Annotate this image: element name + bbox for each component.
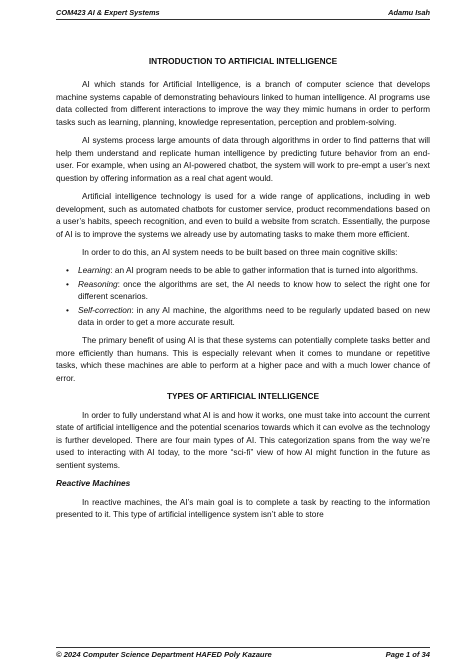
paragraph-reactive-machines: In reactive machines, the AI’s main goal is to complete a task by reacting to the information presented to it. This type of artificial intelligence system isn’t able to store bbox=[56, 496, 430, 520]
header-course: COM423 AI & Expert Systems bbox=[56, 8, 160, 17]
bullet-icon: • bbox=[66, 265, 69, 276]
skill-text: : in any AI machine, the algorithms need to be regularly updated based on new data in order to get a more accurate result. bbox=[78, 304, 430, 328]
list-item-self-correction bbox=[66, 304, 430, 329]
paragraph-cognitive-skills-intro: In order to do this, an AI system needs to be built based on three main cognitive skills: bbox=[82, 246, 398, 257]
skill-term: Reasoning bbox=[78, 278, 118, 289]
paragraph-definition: AI which stands for Artificial Intelligence, is a branch of computer science that develops machine systems capable of demonstrating behaviours linked to human intelligence. AI programs use data collected from different interactions to improve the way they mimic humans in order to perform tasks such as learning, planning, knowledge representation, perception and problem-solving. bbox=[56, 79, 430, 127]
skill-text: : an AI program needs to be able to gather information that is turned into algorithms. bbox=[110, 265, 418, 276]
paragraph-data-processing: AI systems process large amounts of data through algorithms in order to find patterns that will help them understand and replicate human intelligence by predicting future behavior from an end-user. For example, when using an AI-powered chatbot, the system will work to pre-empt a user’s next question by offering information as a real chat agent would. bbox=[56, 134, 430, 183]
skill-term: Learning bbox=[78, 265, 111, 276]
document-body bbox=[56, 78, 430, 527]
list-item-learning bbox=[66, 264, 430, 277]
paragraph-types-intro: In order to fully understand what AI is and how it works, one must take into account the current state of artificial intelligence and the potential scenarios towards which it can evolve as the technology is further developed. There are four main types of AI. This categorization spans from the way we’re used to interacting with AI today, to the more “sci-fi” view of how AI might function in the future as sentient systems. bbox=[56, 409, 430, 470]
list-item-reasoning bbox=[66, 278, 430, 303]
skill-term: Self-correction bbox=[78, 304, 132, 315]
paragraph-applications: Artificial intelligence technology is used for a wide range of applications, including in web development, such as automated chatbots for customer service, product recommendations based on a user’s habits, speech recognition, and even to build a website from scratch. Essentially, the purpose of AI is to improve the systems we already use by automating tasks to make them more efficient. bbox=[56, 190, 430, 239]
document-title: INTRODUCTION TO ARTIFICIAL INTELLIGENCE bbox=[148, 56, 338, 66]
cognitive-skills-list bbox=[56, 264, 430, 329]
page-footer bbox=[56, 647, 430, 659]
bullet-icon: • bbox=[66, 304, 69, 315]
bullet-icon: • bbox=[66, 278, 69, 289]
section-heading-types: TYPES OF ARTIFICIAL INTELLIGENCE bbox=[166, 391, 320, 402]
header-author: Adamu Isah bbox=[388, 8, 430, 17]
footer-page-number: Page 1 of 34 bbox=[385, 650, 430, 659]
subsection-heading-reactive: Reactive Machines bbox=[56, 478, 131, 489]
page-header bbox=[56, 8, 430, 20]
paragraph-benefits: The primary benefit of using AI is that these systems can potentially complete tasks better and more efficiently than humans. This is especially relevant when it comes to mundane or repetitive tasks, which these machines are able to perform at a higher pace and with a much lower chance of error. bbox=[56, 335, 430, 383]
skill-text: : once the algorithms are set, the AI needs to know how to select the right one for different scenarios. bbox=[78, 278, 430, 302]
footer-department: © 2024 Computer Science Department HAFED Poly Kazaure bbox=[56, 650, 272, 659]
